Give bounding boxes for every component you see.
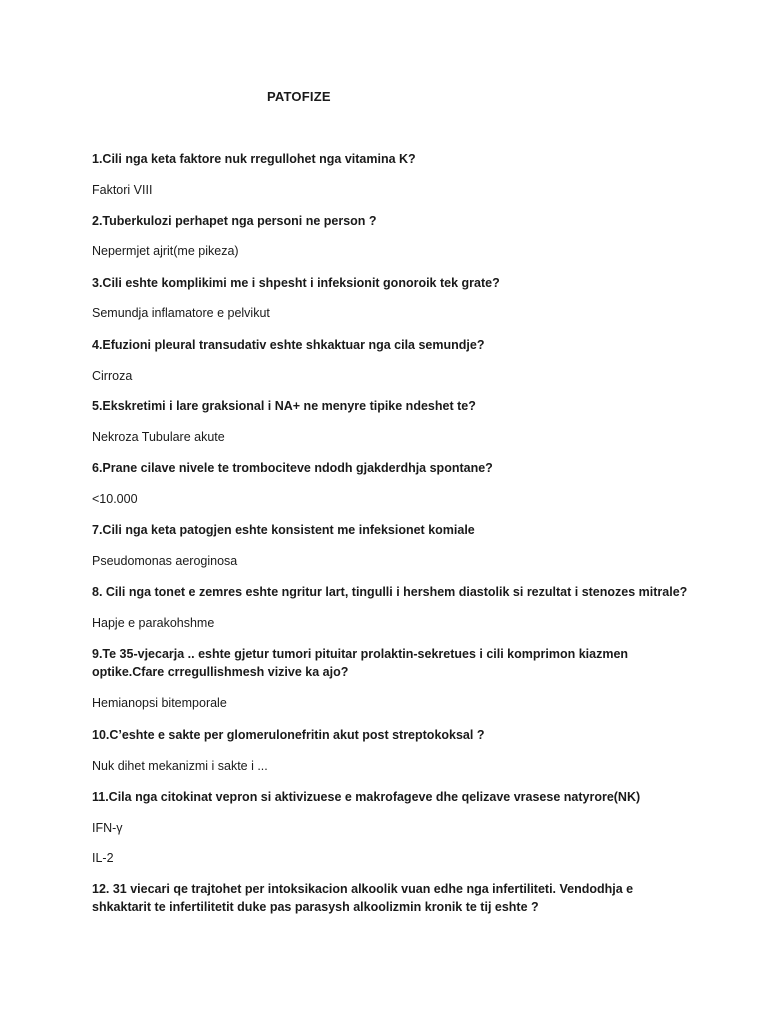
answer-3: Semundja inflamatore e pelvikut: [92, 306, 270, 320]
question-1: 1.Cili nga keta faktore nuk rregullohet nga vitamina K?: [92, 152, 416, 166]
answer-4: Cirroza: [92, 369, 133, 383]
question-9: 9.Te 35-vjecarja .. eshte gjetur tumori pituitar prolaktin-sekretues i cili komprimon kiazmen optike.Cfare crregullishmesh vizive ka ajo?: [92, 647, 629, 679]
question-3: 3.Cili eshte komplikimi me i shpesht i infeksionit gonoroik tek grate?: [92, 276, 500, 290]
question-12: 12. 31 viecari qe trajtohet per intoksikacion alkoolik vuan edhe nga infertiliteti. Vendodhja e shkaktarit te infertilitetit duke pas parasysh alkoolizmin kronik te tij eshte ?: [92, 882, 634, 914]
answer-7: Pseudomonas aeroginosa: [92, 554, 238, 568]
question-11: 11.Cila nga citokinat vepron si aktivizuese e makrofageve dhe qelizave vrasese natyrore(NK): [92, 790, 641, 804]
document-title: PATOFIZE: [267, 89, 331, 104]
question-2: 2.Tuberkulozi perhapet nga personi ne person ?: [92, 214, 377, 228]
answer-11-a: IFN-γ: [92, 821, 123, 835]
question-6: 6.Prane cilave nivele te trombociteve ndodh gjakderdhja spontane?: [92, 461, 493, 475]
question-5: 5.Ekskretimi i lare graksional i NA+ ne menyre tipike ndeshet te?: [92, 399, 476, 413]
answer-10: Nuk dihet mekanizmi i sakte i ...: [92, 759, 268, 773]
question-8: 8. Cili nga tonet e zemres eshte ngritur lart, tingulli i hershem diastolik si rezultat i stenozes mitrale?: [92, 585, 688, 599]
answer-9: Hemianopsi bitemporale: [92, 696, 227, 710]
question-4: 4.Efuzioni pleural transudativ eshte shkaktuar nga cila semundje?: [92, 338, 485, 352]
answer-8: Hapje e parakohshme: [92, 616, 215, 630]
answer-5: Nekroza Tubulare akute: [92, 430, 225, 444]
answer-1: Faktori VIII: [92, 183, 153, 197]
answer-2: Nepermjet ajrit(me pikeza): [92, 244, 239, 258]
question-7: 7.Cili nga keta patogjen eshte konsistent me infeksionet komiale: [92, 523, 475, 537]
question-10: 10.C’eshte e sakte per glomerulonefritin akut post streptokoksal ?: [92, 728, 485, 742]
answer-11-b: IL-2: [92, 851, 114, 865]
answer-6: <10.000: [92, 492, 138, 506]
